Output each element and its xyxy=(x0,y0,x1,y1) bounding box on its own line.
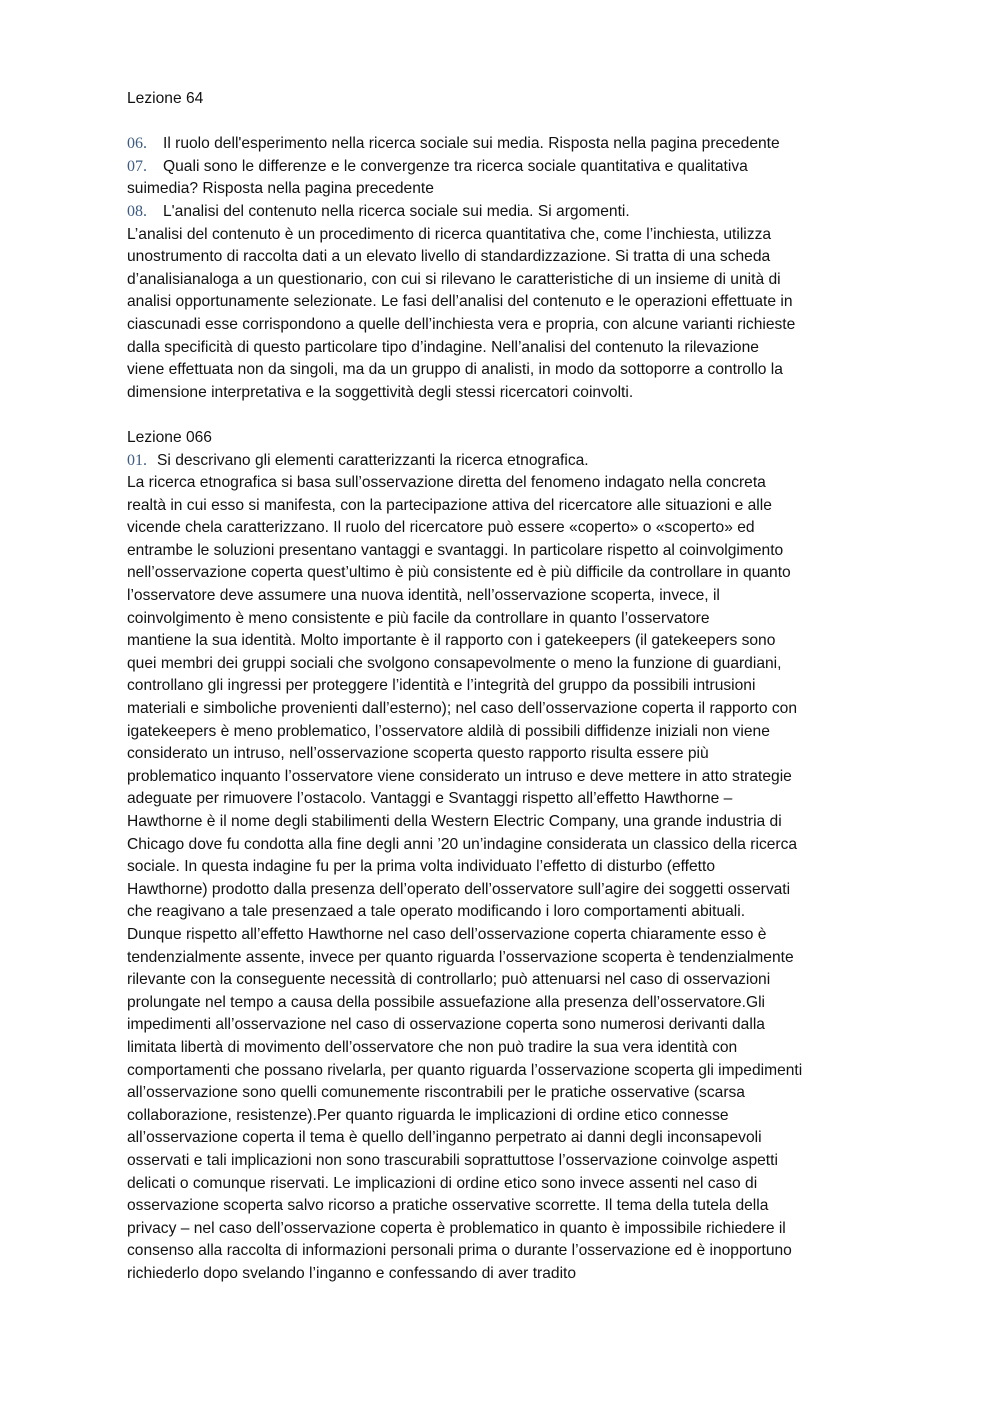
answer-line: comportamenti che possano rivelarla, per quanto riguarda l’osservazione scoperta gli impedimenti xyxy=(127,1061,803,1079)
answer-line: analisi opportunamente selezionate. Le fasi dell’analisi del contenuto e le operazioni effettuate in xyxy=(127,293,793,311)
answer-line: consenso alla raccolta di informazioni personali prima o durante l’osservazione ed è inopportuno xyxy=(127,1242,792,1260)
answer-line: unostrumento di raccolta dati a un elevato livello di standardizzazione. Si tratta di una scheda xyxy=(127,248,771,266)
answer-08 xyxy=(127,224,872,405)
answer-line: che reagivano a tale presenzaed a tale operato modificando i loro comportamenti abituali. xyxy=(127,903,746,921)
answer-line: ciascunadi esse corrispondono a quelle dell’inchiesta vera e propria, con alcune varianti richieste xyxy=(127,315,796,333)
answer-line: osservati e tali implicazioni non sono trascurabili soprattuttose l’osservazione coinvolge aspetti xyxy=(127,1151,778,1169)
question-number: 07. xyxy=(127,157,147,175)
answer-line: La ricerca etnografica si basa sull’osservazione diretta del fenomeno indagato nella concreta xyxy=(127,474,766,492)
answer-line: considerato un intruso, nell’osservazione scoperta questo rapporto risulta essere più xyxy=(127,745,709,763)
answer-line: osservazione scoperta salvo ricorso a pratiche osservative scorrette. Il tema della tutela della xyxy=(127,1197,769,1215)
answer-line: impedimenti all’osservazione nel caso di osservazione coperta sono numerosi derivanti dalla xyxy=(127,1016,765,1034)
answer-line: viene effettuata non da singoli, ma da un gruppo di analisti, in modo da sottoporre a controllo la xyxy=(127,361,783,379)
answer-line: problematico inquanto l’osservatore viene considerato un intruso e deve mettere in atto strategie xyxy=(127,767,792,785)
question-06 xyxy=(127,133,872,156)
answer-line: Chicago dove fu condotta alla fine degli anni ’20 un’indagine considerata un classico della ricerca xyxy=(127,835,798,853)
answer-line: l’osservatore deve assumere una nuova identità, nell’osservazione scoperta, invece, il xyxy=(127,587,720,605)
question-number: 01. xyxy=(127,451,147,469)
answer-line: coinvolgimento è meno consistente e più facile da controllare in quanto l’osservatore xyxy=(127,609,710,627)
answer-01 xyxy=(127,472,872,1285)
answer-line: igatekeepers è meno problematico, l’osservatore aldilà di possibili diffidenze iniziali non viene xyxy=(127,722,770,740)
spacer xyxy=(127,111,872,134)
question-01 xyxy=(127,450,872,473)
spacer xyxy=(127,404,872,427)
answer-line: entrambe le soluzioni presentano vantaggi e svantaggi. In particolare rispetto al coinvolgimento xyxy=(127,541,784,559)
answer-line: tendenzialmente assente, invece per quanto riguarda l’osservazione scoperta è tendenzialmente xyxy=(127,948,794,966)
answer-line: privacy – nel caso dell’osservazione coperta è problematico in quanto è impossibile richiedere il xyxy=(127,1219,786,1237)
answer-line: materiali e simboliche provenienti dall’esterno); nel caso dell’osservazione coperta il rapporto con xyxy=(127,700,798,718)
question-number: 06. xyxy=(127,135,147,153)
question-07 xyxy=(127,156,872,179)
answer-line: all’osservazione coperta il tema è quello dell’inganno perpetrato ai danni degli inconsapevoli xyxy=(127,1129,762,1147)
answer-line: delicati o comunque riservati. Le implicazioni di ordine etico sono invece assenti nel caso di xyxy=(127,1174,758,1192)
answer-line: nell’osservazione coperta quest’ultimo è più consistente ed è più difficile da controllare in quanto xyxy=(127,564,791,582)
answer-line: prolungate nel tempo a causa della possibile assuefazione alla presenza dell’osservatore.Gli xyxy=(127,993,765,1011)
lesson-66-title: Lezione 066 xyxy=(127,428,212,446)
answer-line: realtà in cui esso si manifesta, con la partecipazione attiva del ricercatore alle situazioni e alle xyxy=(127,496,772,514)
answer-line: adeguate per rimuovere l’ostacolo. Vantaggi e Svantaggi rispetto all’effetto Hawthorne – xyxy=(127,790,733,808)
document-page xyxy=(127,88,872,1285)
question-07-continuation: suimedia? Risposta nella pagina precedente xyxy=(127,180,434,198)
question-text: Si descrivano gli elementi caratterizzanti la ricerca etnografica. xyxy=(157,451,589,469)
answer-line: quei membri dei gruppi sociali che svolgono consapevolmente o meno la funzione di guardiani, xyxy=(127,654,782,672)
answer-line: richiederlo dopo svelando l’inganno e confessando di aver tradito xyxy=(127,1264,577,1282)
answer-line: controllano gli ingressi per proteggere l’identità e l’integrità del gruppo da possibili intrusioni xyxy=(127,677,756,695)
question-08 xyxy=(127,201,872,224)
answer-line: Dunque rispetto all’effetto Hawthorne nel caso dell’osservazione coperta chiaramente esso è xyxy=(127,925,767,943)
lesson-64-title: Lezione 64 xyxy=(127,90,204,107)
answer-line: sociale. In questa indagine fu per la prima volta individuato l’effetto di disturbo (effetto xyxy=(127,858,716,876)
answer-line: Hawthorne) prodotto dalla presenza dell’operato dell’osservatore sull’agire dei soggetti osservati xyxy=(127,880,791,898)
question-text: Il ruolo dell'esperimento nella ricerca sociale sui media. Risposta nella pagina precedente xyxy=(163,135,780,153)
question-number: 08. xyxy=(127,202,147,220)
answer-line: vicende chela caratterizzano. Il ruolo del ricercatore può essere «coperto» o «scoperto» ed xyxy=(127,519,755,537)
answer-line: dimensione interpretativa e la soggettività degli stessi ricercatori coinvolti. xyxy=(127,383,634,401)
question-text: Quali sono le differenze e le convergenze tra ricerca sociale quantitativa e qualitativa xyxy=(163,157,748,175)
answer-line: dalla specificità di questo particolare tipo d’indagine. Nell’analisi del contenuto la rilevazione xyxy=(127,338,759,356)
answer-line: collaborazione, resistenze).Per quanto riguarda le implicazioni di ordine etico connesse xyxy=(127,1106,729,1124)
answer-line: all’osservazione sono quelli comunemente riscontrabili per le pratiche osservative (scarsa xyxy=(127,1084,745,1102)
answer-line: L’analisi del contenuto è un procedimento di ricerca quantitativa che, come l’inchiesta, utilizza xyxy=(127,225,772,243)
answer-line: limitata libertà di movimento dell’osservatore che non può tradire la sua vera identità con xyxy=(127,1038,738,1056)
answer-line: mantiene la sua identità. Molto importante è il rapporto con i gatekeepers (il gatekeepers sono xyxy=(127,632,776,650)
answer-line: rilevante con la conseguente necessità di controllarlo; può attenuarsi nel caso di osservazioni xyxy=(127,971,771,989)
answer-line: d’analisianaloga a un questionario, con cui si rilevano le caratteristiche di un insieme di unità di xyxy=(127,270,781,288)
answer-line: Hawthorne è il nome degli stabilimenti della Western Electric Company, una grande industria di xyxy=(127,813,782,830)
question-text: L'analisi del contenuto nella ricerca sociale sui media. Si argomenti. xyxy=(163,202,630,220)
